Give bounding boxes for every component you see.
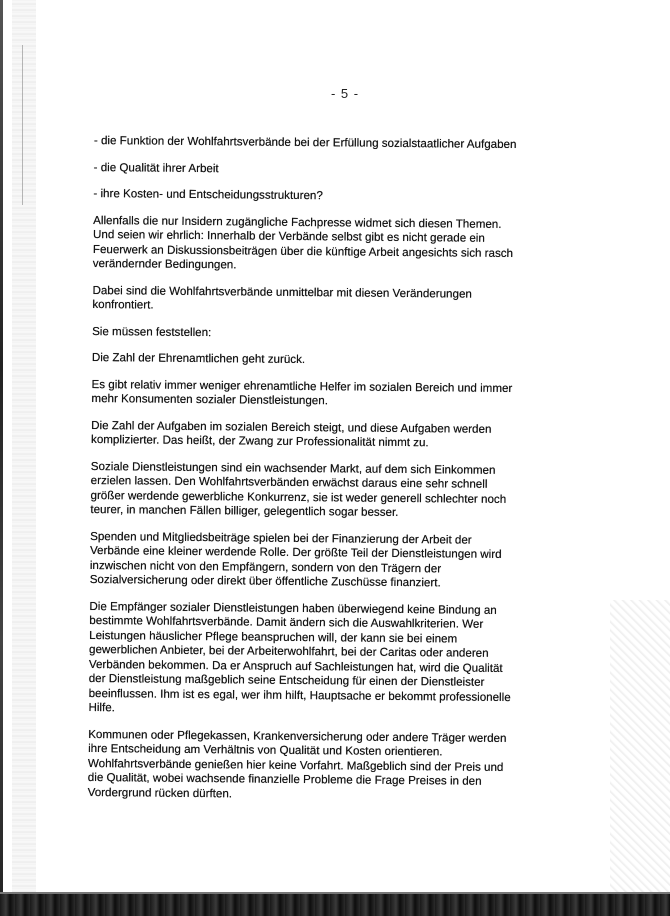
bullet-funktion: - die Funktion der Wohlfahrtsverbände bei der Erfüllung sozialstaatlicher Aufgaben (93, 134, 517, 152)
scan-bottom-band (0, 894, 670, 916)
paragraph-fachpresse: Allenfalls die nur Insidern zugängliche Fachpresse widmet sich diesen Themen. Und seien wir ehrlich: Innerhalb der Verbände selbst gibt es nicht gerade ein Feuerwerk an Diskussionsbeiträgen über die künftige Arbeit angesichts sich rasch verändernder Bedingungen. (92, 213, 514, 272)
paragraph-kommunen: Kommunen oder Pflegekassen, Krankenversicherung oder andere Träger werden ihre Entscheidung am Verhältnis von Qualität und Kosten orientieren. Wohlfahrtsverbände genießen hier keine Vorfahrt. Maßgeblich sind der Preis und die Qualität, wobei wachsende finanzielle Probleme die Frage Preises in den Vordergrund rücken dürften. (87, 727, 507, 800)
scan-speckle (610, 600, 670, 916)
paragraph-konfrontiert: Dabei sind die Wohlfahrtsverbände unmittelbar mit diesen Veränderungen konfrontiert. (92, 283, 472, 312)
paragraph-aufgaben: Die Zahl der Aufgaben im sozialen Bereich steigt, und diese Aufgaben werden komplizierter. Das heißt, der Zwang zur Professionalität nimmt zu. (91, 418, 492, 450)
paragraph-empfaenger: Die Empfänger sozialer Dienstleistungen haben überwiegend keine Bindung an bestimmte Wohlfahrtsverbände. Damit ändern sich die Auswahlkriterien. Wer Leistungen häuslicher Pflege beanspruchen will, der kann sie bei einem gewerblichen Anbieter, bei der Arbeiterwohlfahrt, bei der Caritas oder anderen Verbänden bekommen. Da er Anspruch auf Sachleistungen hat, wird die Qualität der Dienstleistung maßgeblich seine Entscheidung für einen der Dienstleister beeinflussen. Ihm ist es egal, wer ihm hilft, Hauptsache er bekommt professionelle Hilfe. (88, 599, 511, 715)
bullet-qualitaet: - die Qualität ihrer Arbeit (93, 160, 219, 175)
paragraph-markt: Soziale Dienstleistungen sind ein wachsender Markt, auf dem sich Einkommen erzielen lassen. Den Wohlfahrtsverbänden erwächst daraus eine sehr schnell größer werdende gewerbliche Konkurrenz, sie ist weder generell schlechter noch teurer, in manchen Fällen billiger, gelegentlich sogar besser. (90, 459, 507, 519)
paragraph-ehrenamtliche: Die Zahl der Ehrenamtlichen geht zurück. (91, 350, 306, 367)
paragraph-feststellen: Sie müssen feststellen: (92, 324, 212, 339)
scan-binding-rule (22, 45, 23, 205)
paragraph-spenden: Spenden und Mitgliedsbeiträge spielen bei der Finanzierung der Arbeit der Verbände eine kleiner werdende Rolle. Der größte Teil der Dienstleistungen wird inzwischen nicht von den Empfängern, sondern von den Trägern der Sozialversicherung oder direkt über öffentliche Zuschüsse finanziert. (89, 529, 502, 590)
page-number: - 5 - (330, 86, 360, 101)
scan-left-edge (0, 0, 3, 916)
paragraph-helfer: Es gibt relativ immer weniger ehrenamtliche Helfer im sozialen Bereich und immer mehr Konsumenten sozialer Dienstleistungen. (91, 377, 513, 408)
scan-binding-strip (12, 0, 36, 900)
bullet-kosten: - ihre Kosten- und Entscheidungsstrukturen? (93, 186, 323, 203)
document-body (87, 134, 523, 816)
